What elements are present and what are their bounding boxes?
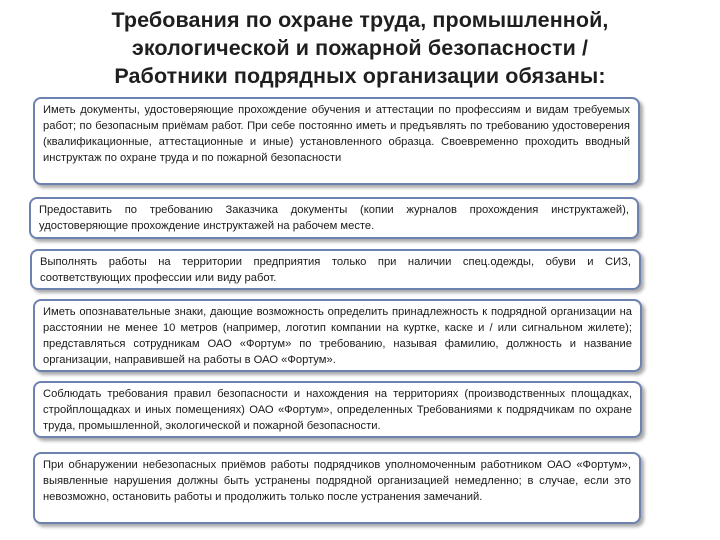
requirement-box-violations: При обнаружении небезопасных приёмов работы подрядчиков уполномоченным работником ОАО «Фортум», выявленные нарушения должны быть устранены подрядной организацией немедленно; в случае, если это невозможно, остановить работы и продолжить только после устранения замечаний. xyxy=(33,452,641,524)
requirement-box-instruction-records: Предоставить по требованию Заказчика документы (копии журналов прохождения инструктажей), удостоверяющие прохождение инструктажей на рабочем месте. xyxy=(29,197,639,239)
requirement-box-territory-rules: Соблюдать требования правил безопасности и нахождения на территориях (производственных площадках, стройплощадках и иных помещениях) ОАО «Фортум», определенных Требованиями к подрядчикам по охране труда, промышленной, экологической и пожарной безопасности. xyxy=(33,381,642,438)
title-line-2: экологической и пожарной безопасности / xyxy=(131,36,589,60)
title-line-1: Требования по охране труда, промышленной, xyxy=(111,8,609,32)
requirement-box-protective-clothing: Выполнять работы на территории предприятия только при наличии спец.одежды, обуви и СИЗ, соответствующих профессии или виду работ. xyxy=(30,249,641,290)
requirement-box-documents: Иметь документы, удостоверяющие прохождение обучения и аттестации по профессиям и видам требуемых работ; по безопасным приёмам работ. При себе постоянно иметь и предъявлять по требованию удостоверения (квалификационные, аттестационные и иные) установленного образца. Своевременно проходить вводный инструктаж по охране труда и по пожарной безопасности xyxy=(33,97,640,185)
title-line-3: Работники подрядных организации обязаны: xyxy=(114,64,606,88)
requirement-box-identification: Иметь опознавательные знаки, дающие возможность определить принадлежность к подрядной организации на расстоянии не менее 10 метров (например, логотип компании на куртке, каске и / или сигнальном жилете); представляться сотрудникам ОАО «Фортум» по требованию, называя фамилию, должность и название организации, направившей на работы в ОАО «Фортум». xyxy=(33,299,642,372)
slide-title xyxy=(20,6,700,90)
